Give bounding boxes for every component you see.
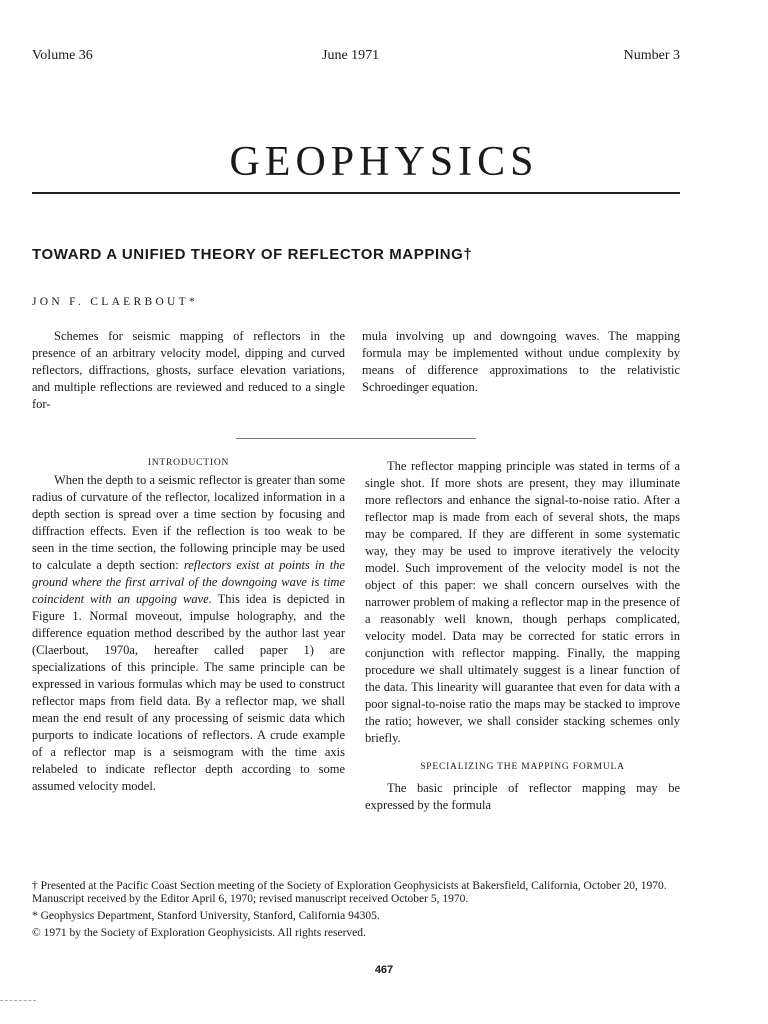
abstract-divider [236, 438, 476, 439]
article-title [32, 246, 712, 263]
footnote-presented: † Presented at the Pacific Coast Section meeting of the Society of Exploration Geophysicists at Bakersfield, California, October 20, 1970. Manuscript received by the Editor April 6, 1970; revised manuscript received October 5, 1970. [32, 880, 667, 905]
page-number: 467 [374, 964, 394, 976]
introduction-left-column [32, 472, 345, 795]
intro-text-b: This idea is depicted in Figure 1. Normal moveout, impulse holography, and the difference equation method described by the author last year (Claerbout, 1970a, hereafter called paper 1) are specializations of this principle. The same principle can be expressed in various formulas which may be used to construct reflector maps from field data. By a reflector map, we shall mean the end result of any processing of seismic data which purports to indicate locations of reflectors. A crude example of a reflector map is a seismogram with the time axis relabeled to indicate reflector depth according to some assumed velocity model. [32, 592, 345, 793]
intro-text-a: When the depth to a seismic reflector is greater than some radius of curvature of the reflector, localized information in a depth section is spread over a time section by focusing and diffraction effects. Even if the reflection is too weak to be seen in the time section, the following principle may be used to calculate a depth section: [32, 473, 345, 572]
issue-date: June 1971 [322, 48, 380, 63]
abstract-left: Schemes for seismic mapping of reflectors in the presence of an arbitrary velocity model, dipping and curved reflectors, diffractions, ghosts, surface elevation variations, and multiple reflections are reviewed and reduced to a single for- [32, 329, 345, 411]
title-footnote-mark: † [463, 246, 473, 264]
footnotes [32, 880, 680, 944]
intro-principle-italic: reflectors exist at points in the ground where the first arrival of the downgoing wave is time coincident with an upgoing wave. [32, 558, 345, 606]
header-rule [32, 192, 680, 194]
abstract-right: mula involving up and downgoing waves. The mapping formula may be implemented without undue complexity by means of difference approximations to the relativistic Schroedinger equation. [362, 329, 680, 394]
introduction-right-column [365, 458, 680, 814]
article-title-text: TOWARD A UNIFIED THEORY OF REFLECTOR MAPPING [32, 246, 464, 264]
introduction-heading: INTRODUCTION [147, 458, 230, 468]
introduction-paragraph-2: The reflector mapping principle was stated in terms of a single shot. If more shots are present, they may illuminate more reflectors and enhance the signal-to-noise ratio. After a reflector map is made from each of several shots, the maps may be compared. If they are different in some systematic way, they may be used to improve iteratively the velocity model. Such improvement of the velocity model is not the object of this paper: we shall concern ourselves with the narrower problem of making a reflector map in the presence of a reasonably well known, though perhaps complicated, velocity model. Data may be corrected for static errors in conjunction with reflector mapping. Finally, the mapping procedure we shall ultimately suggest is a linear function of the data. This linearity will guarantee that even for data with a poor signal-to-noise ratio the maps may be stacked to improve the ratio; however, we shall consider stacking schemes only briefly. [365, 459, 680, 745]
volume-label: Volume 36 [32, 48, 93, 63]
author-name: JON F. CLAERBOUT* [32, 296, 199, 308]
footnote-affiliation: * Geophysics Department, Stanford University, Stanford, California 94305. [32, 910, 380, 922]
scan-edge-mark [0, 1000, 36, 1001]
footnote-copyright: © 1971 by the Society of Exploration Geophysicists. All rights reserved. [32, 927, 366, 939]
specializing-heading: SPECIALIZING THE MAPPING FORMULA [420, 762, 625, 772]
issue-number: Number 3 [623, 48, 680, 63]
introduction-paragraph-1 [32, 472, 345, 795]
journal-title: GEOPHYSICS [229, 139, 539, 186]
journal-masthead [32, 48, 680, 68]
specializing-paragraph: The basic principle of reflector mapping may be expressed by the formula [365, 781, 680, 812]
